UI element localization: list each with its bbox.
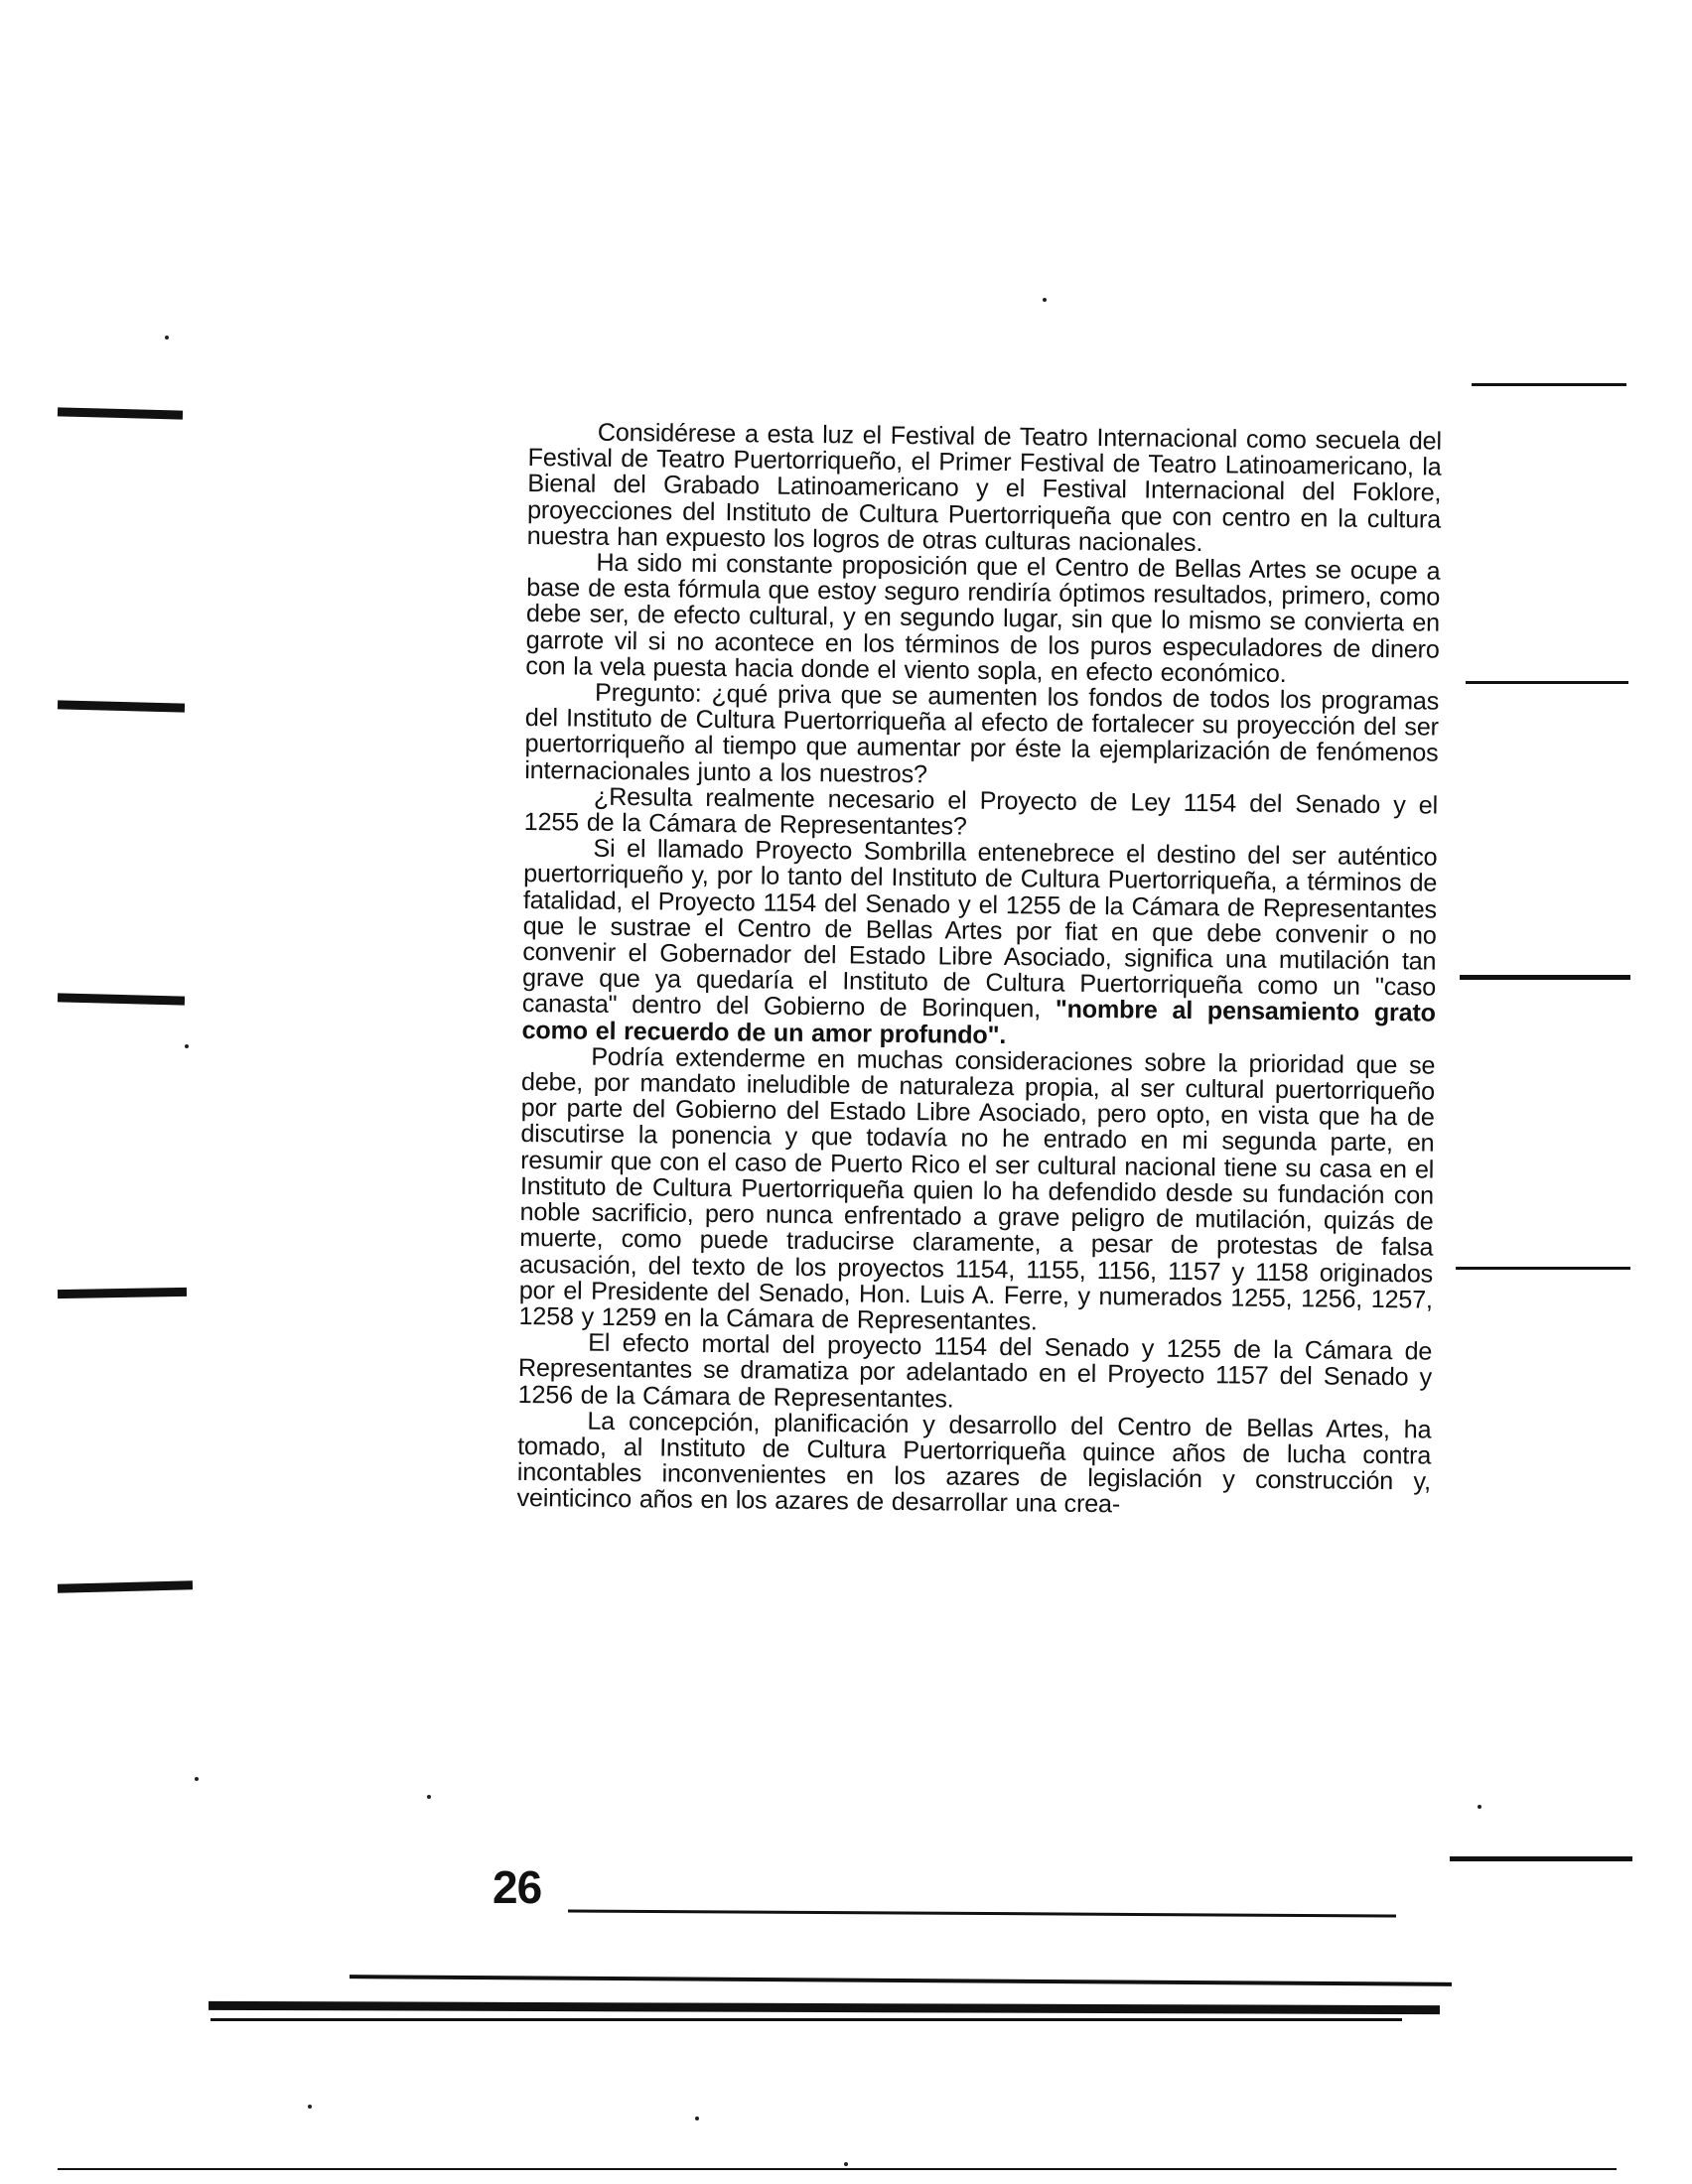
paragraph: La concepción, planificación y desarrollo del Centro de Bellas Artes, ha tomado, al Instituto de Cultura Puertorriqueña quince años de lucha contra incontables inconvenientes en los azares de legislación y construcción y, veinticinco años en los azares de desarrollar una crea- bbox=[516, 1407, 1432, 1519]
scan-speck bbox=[165, 336, 169, 340]
page-number: 26 bbox=[493, 1861, 542, 1913]
paragraph: El efecto mortal del proyecto 1154 del Senado y 1255 de la Cámara de Representantes se dramatiza por adelantado en el Proyecto 1157 del Senado y 1256 de la Cámara de Representantes. bbox=[517, 1328, 1433, 1414]
scan-bottom-rule bbox=[209, 2001, 1440, 2014]
scan-speck bbox=[427, 1795, 431, 1799]
scan-edge-mark bbox=[58, 407, 183, 419]
scan-edge-mark bbox=[1466, 681, 1628, 684]
scan-edge-mark bbox=[1456, 1267, 1630, 1270]
scan-speck bbox=[1478, 1805, 1481, 1809]
paragraph-text: Si el llamado Proyecto Sombrilla entenebrece el destino del ser auténtico puertorriqueño y, por lo tanto del Instituto de Cultura Puertorriqueña, a términos de fatalidad, el Proyecto 1154 del Senado y el 1255 de la Cámara de Representantes que le sustrae el Centro de Bellas Artes por fiat en que debe convenir o no convenir el Gobernador del Estado Libre Asociado, significa una mutilación tan grave que ya quedaría el Instituto de Cultura Puertorriqueña como un "caso canasta" dentro del Gobierno de Borinquen, bbox=[521, 834, 1438, 1024]
article-body bbox=[513, 419, 1442, 1868]
scan-speck bbox=[185, 1044, 189, 1048]
paragraph: Pregunto: ¿qué priva que se aumenten los fondos de todos los programas del Instituto de Cultura Puertorriqueña al efecto de fortalecer su proyección del ser puertorriqueño al tiempo que aumentar por éste la ejemplarización de fenómenos internacionales junto a los nuestros? bbox=[524, 678, 1440, 788]
page-number-rule bbox=[568, 1909, 1396, 1917]
scan-bottom-rule bbox=[211, 2018, 1402, 2021]
scan-edge-mark bbox=[58, 993, 185, 1005]
scan-edge-mark bbox=[1450, 1856, 1632, 1861]
scan-edge-mark bbox=[58, 1288, 187, 1298]
scan-speck bbox=[195, 1777, 199, 1781]
paragraph: Podría extenderme en muchas consideraciones sobre la prioridad que se debe, por mandato ineludible de naturaleza propia, al ser cultural puertorriqueño por parte del Gobierno del Estado Libre Asociado, pero opto, en vista que ha de discutirse la ponencia y que todavía no he entrado en mi segunda parte, en resumir que con el caso de Puerto Rico el ser cultural nacional tiene su casa en el Instituto de Cultura Puertorriqueña quien lo ha defendido desde su fundación con noble sacrificio, pero nunca enfrentado a grave peligro de mutilación, quizás de muerte, como puede traducirse claramente, a pesar de protestas de falsa acusación, del texto de los proyectos 1154, 1155, 1156, 1157 y 1158 originados por el Presidente del Senado, Hon. Luis A. Ferre, y numerados 1255, 1256, 1257, 1258 y 1259 en la Cámara de Representantes. bbox=[518, 1042, 1436, 1336]
scan-speck bbox=[308, 2105, 312, 2109]
paragraph: Ha sido mi constante proposición que el Centro de Bellas Artes se ocupe a base de esta fórmula que estoy seguro rendiría óptimos resultados, primero, como debe ser, de efecto cultural, y en segundo lugar, sin que lo mismo se convierta en garrote vil si no acontece en los términos de los puros especuladores de dinero con la vela puesta hacia donde el viento sopla, en efecto económico. bbox=[525, 548, 1441, 688]
paragraph bbox=[521, 835, 1437, 1052]
scan-speck bbox=[695, 2116, 699, 2120]
bold-quote: "nombre al pensamiento grato como el recuerdo de un amor profundo". bbox=[521, 996, 1436, 1049]
scan-speck bbox=[844, 2162, 848, 2166]
scan-edge-mark bbox=[58, 1580, 193, 1593]
scan-edge-mark bbox=[1460, 975, 1630, 980]
scan-bottom-rule bbox=[350, 1975, 1452, 1986]
paragraph: ¿Resulta realmente necesario el Proyecto de Ley 1154 del Senado y el 1255 de la Cámara de Representantes? bbox=[523, 782, 1439, 841]
paragraph: Considérese a esta luz el Festival de Teatro Internacional como secuela del Festival de Teatro Puertorriqueño, el Primer Festival de Teatro Latinoamericano, la Bienal del Grabado Latinoamericano y el Festival Internacional del Foklore, proyecciones del Instituto de Cultura Puertorriqueña que con centro en la cultura nuestra han expuesto los logros de otras culturas nacionales. bbox=[526, 418, 1442, 557]
scan-edge-mark bbox=[58, 700, 185, 712]
scan-edge-mark bbox=[1472, 383, 1626, 386]
scan-speck bbox=[1043, 298, 1047, 302]
scan-bottom-rule bbox=[58, 2168, 1617, 2170]
